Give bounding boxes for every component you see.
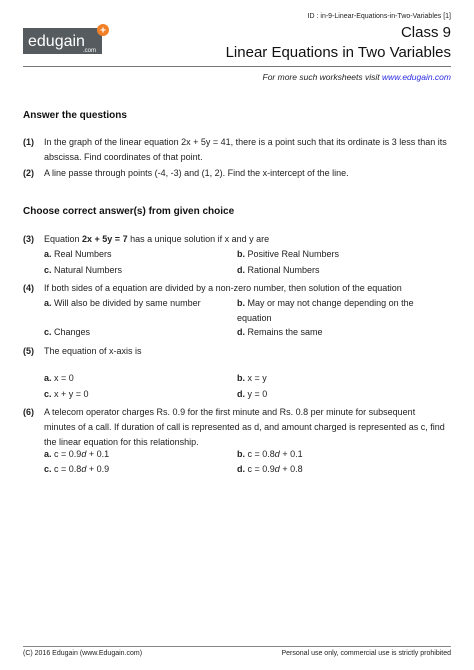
question-number: (3) <box>23 234 34 244</box>
question-text: If both sides of a equation are divided by a non-zero number, then solution of the equation <box>44 283 402 293</box>
option-d[interactable]: d. c = 0.9d + 0.8 <box>237 464 303 474</box>
option-d[interactable]: d. Rational Numbers <box>237 265 320 275</box>
more-worksheets-note <box>263 72 452 82</box>
question-text-part: has a unique solution if x and y are <box>127 234 270 244</box>
question-text: A telecom operator charges Rs. 0.9 for the first minute and Rs. 0.8 per minute for subsequent minutes of a call. If duration of call is represented as d, and amount charged is represented as c, find the linear equation for this relationship. <box>44 407 445 447</box>
logo-suffix: .com <box>83 48 97 54</box>
option-a[interactable]: a. x = 0 <box>44 373 74 383</box>
section-title-choose: Choose correct answer(s) from given choice <box>23 206 235 217</box>
question-equation: 2x + 5y = 7 <box>82 234 128 244</box>
option-d[interactable]: d. Remains the same <box>237 327 323 337</box>
section-title-answer: Answer the questions <box>23 110 127 121</box>
edugain-logo <box>23 24 110 56</box>
header-divider <box>23 66 451 67</box>
question-text <box>44 232 448 247</box>
option-c[interactable]: c. Natural Numbers <box>44 265 123 275</box>
option-a[interactable]: a. Real Numbers <box>44 249 112 259</box>
logo-text: edugain <box>28 33 85 50</box>
document-id: ID : in-9-Linear-Equations-in-Two-Variables [1] <box>307 13 451 20</box>
question-text: In the graph of the linear equation 2x + 5y = 41, there is a point such that its ordinate is 3 less than its abscissa. Find coordinates of that point. <box>44 137 447 162</box>
footer-divider <box>23 646 451 647</box>
question-number: (4) <box>23 283 34 293</box>
option-b[interactable]: b. Positive Real Numbers <box>237 249 340 259</box>
option-c[interactable]: c. Changes <box>44 327 91 337</box>
option-d[interactable]: d. y = 0 <box>237 389 268 399</box>
logo-plus: + <box>100 25 106 37</box>
footer-usage-note: Personal use only, commercial use is strictly prohibited <box>281 650 451 657</box>
topic-title: Linear Equations in Two Variables <box>225 44 451 61</box>
question-number: (2) <box>23 168 34 178</box>
more-worksheets-text: For more such worksheets visit <box>262 72 383 82</box>
option-c[interactable]: c. c = 0.8d + 0.9 <box>44 464 110 474</box>
option-b[interactable]: b. c = 0.8d + 0.1 <box>237 449 303 459</box>
edugain-link[interactable]: www.edugain.com <box>382 72 451 82</box>
question-text-part: Equation <box>44 234 83 244</box>
class-title: Class 9 <box>400 24 451 41</box>
option-a[interactable]: a. Will also be divided by same number <box>44 298 201 308</box>
question-text: The equation of x-axis is <box>44 346 142 356</box>
question-text: A line passe through points (-4, -3) and (1, 2). Find the x-intercept of the line. <box>44 168 349 178</box>
question-number: (1) <box>23 137 34 147</box>
option-a[interactable]: a. c = 0.9d + 0.1 <box>44 449 110 459</box>
footer-copyright: (C) 2016 Edugain (www.Edugain.com) <box>23 650 143 657</box>
question-number: (6) <box>23 407 34 417</box>
option-b[interactable]: b. May or may not change depending on the equation <box>237 298 414 323</box>
question-number: (5) <box>23 346 34 356</box>
option-b[interactable]: b. x = y <box>237 373 267 383</box>
option-c[interactable]: c. x + y = 0 <box>44 389 89 399</box>
